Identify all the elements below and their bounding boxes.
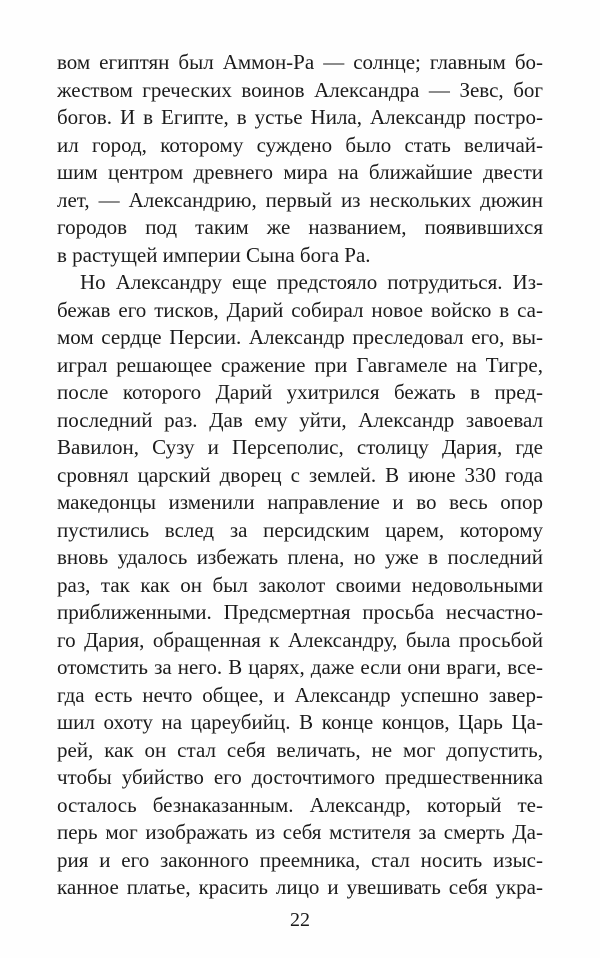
text-line: после которого Дарий ухитрился бежать в пред- bbox=[57, 380, 543, 404]
text-line: играл решающее сражение при Гавгамеле на Тигре, bbox=[57, 352, 543, 377]
text-line: последний раз. Дав ему уйти, Александр завоевал bbox=[57, 407, 543, 432]
text-line: вом египтян был Аммон-Ра — солнце; главным бо- bbox=[57, 50, 543, 74]
text-line: рия и его законного преемника, стал носить изыс- bbox=[57, 847, 543, 872]
text-line: осталось безнаказанным. Александр, который те- bbox=[57, 792, 543, 817]
text-line: го Дария, обращенная к Александру, была просьбой bbox=[57, 627, 543, 652]
text-line: вновь удалось избежать плена, но уже в последний bbox=[57, 545, 543, 569]
text-line: в растущей империи Сына бога Ра. bbox=[57, 242, 371, 267]
text-line: македонцы изменили направление и во весь опор bbox=[57, 490, 543, 514]
text-line: отомстить за него. В царях, даже если они враги, все- bbox=[57, 655, 543, 679]
text-line: Вавилон, Сузу и Персеполис, столицу Дария, где bbox=[57, 435, 543, 459]
text-line: рей, как он стал себя величать, не мог допустить, bbox=[57, 737, 543, 762]
page-number: 22 bbox=[290, 909, 310, 931]
text-line: городов под таким же названием, появившихся bbox=[57, 215, 543, 239]
text-line: ил город, которому суждено было стать величай- bbox=[57, 132, 543, 157]
text-line: шил охоту на цареубийц. В конце концов, Царь Ца- bbox=[57, 710, 543, 734]
text-line: канное платье, красить лицо и увешивать себя укра- bbox=[57, 875, 543, 899]
page-text bbox=[57, 49, 543, 902]
text-line: сровнял царский дворец с землей. В июне 330 года bbox=[57, 462, 543, 487]
text-line: лет, — Александрию, первый из нескольких дюжин bbox=[57, 187, 543, 212]
text-line: бежав его тисков, Дарий собирал новое войско в са- bbox=[57, 297, 543, 322]
text-line: раз, так как он был заколот своими недовольными bbox=[57, 572, 543, 597]
text-line: чтобы убийство его досточтимого предшественника bbox=[57, 765, 543, 789]
text-line: жеством греческих воинов Александра — Зевс, бог bbox=[57, 77, 543, 102]
text-line: перь мог изображать из себя мстителя за смерть Да- bbox=[57, 820, 543, 844]
text-line: шим центром древнего мира на ближайшие двести bbox=[57, 160, 543, 184]
text-line: гда есть нечто общее, и Александр успешно завер- bbox=[57, 682, 543, 707]
text-line: приближенными. Предсмертная просьба несчастно- bbox=[57, 600, 543, 624]
text-line: пустились вслед за персидским царем, которому bbox=[57, 517, 543, 542]
text-line: Но Александру еще предстояло потрудиться. Из- bbox=[80, 270, 543, 294]
text-line: мом сердце Персии. Александр преследовал его, вы- bbox=[57, 325, 543, 349]
text-line: богов. И в Египте, в устье Нила, Александр постро- bbox=[57, 105, 543, 129]
